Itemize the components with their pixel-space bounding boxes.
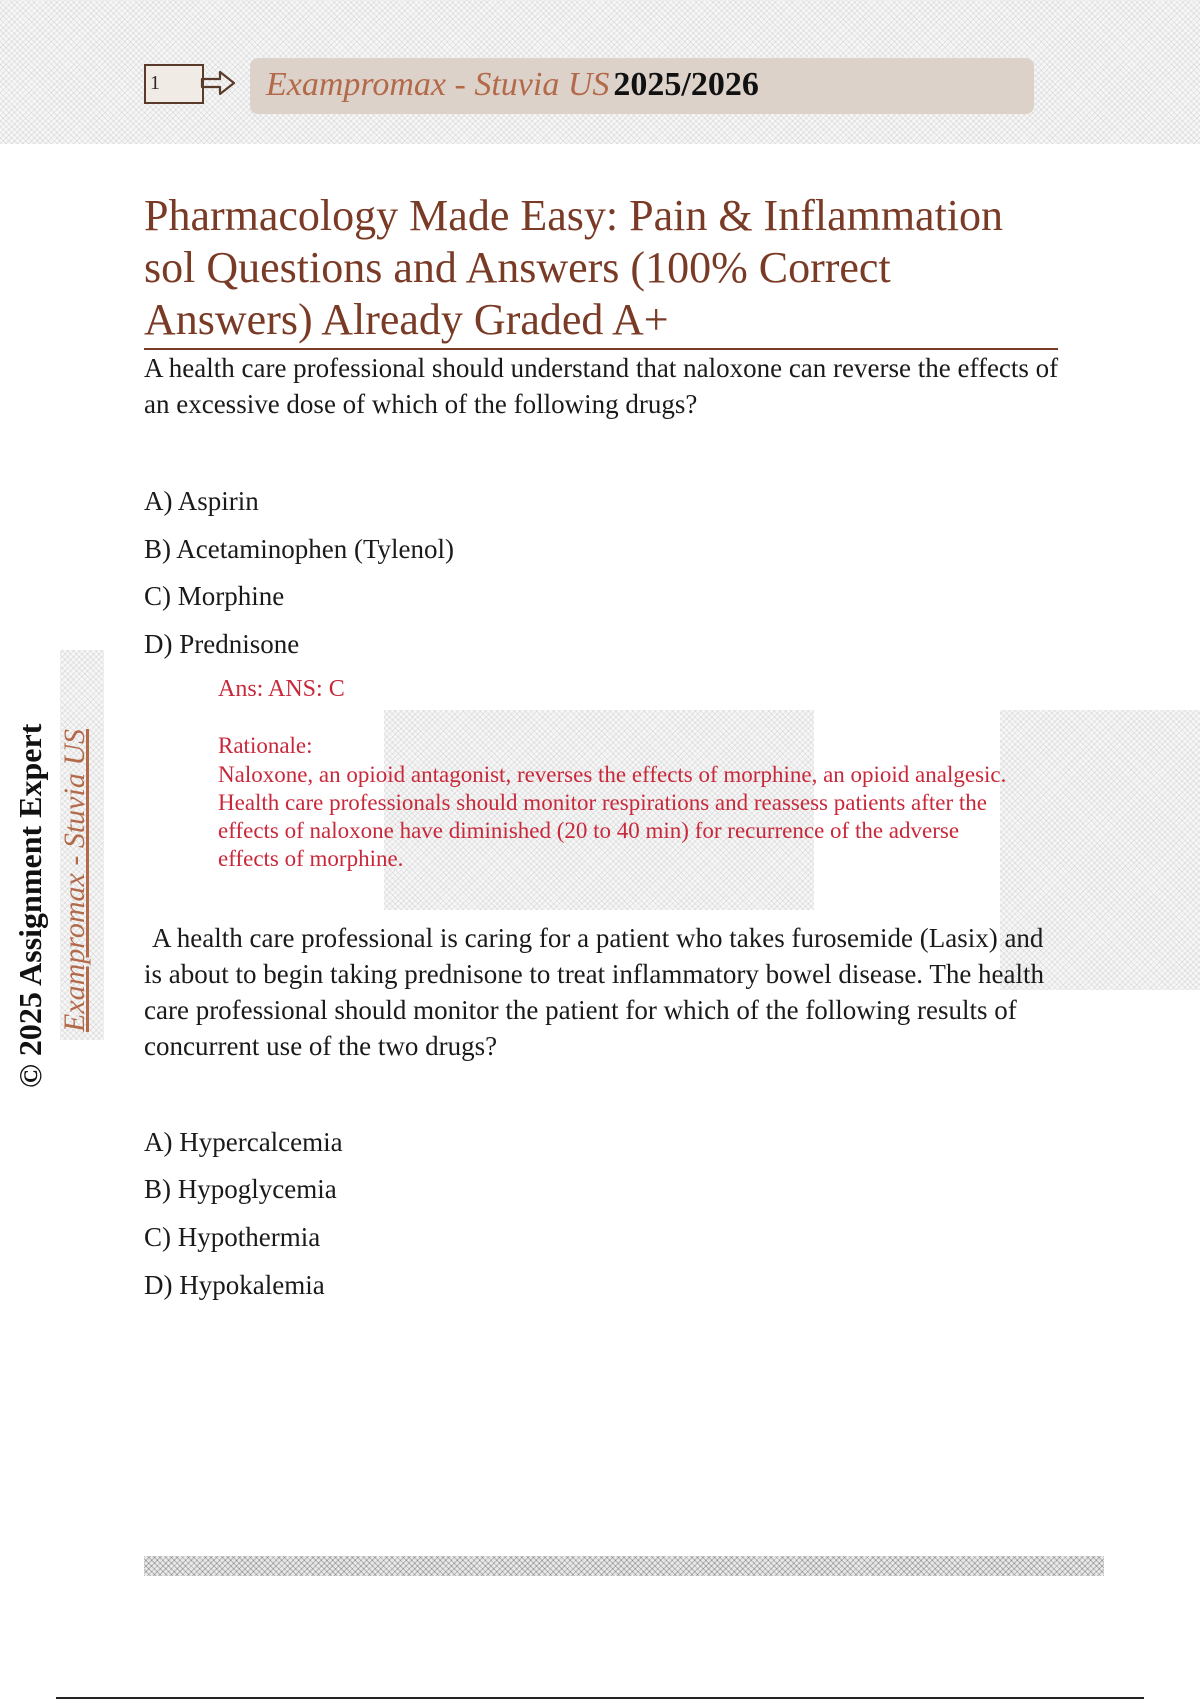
sidebar-copyright: © 2025 Assignment Expert [12,723,48,1088]
header-year: 2025/2026 [613,66,759,103]
answer-key: Ans: ANS: C [218,676,345,702]
option-a: A) Aspirin [144,486,259,516]
footer-pattern-strip [144,1556,1104,1576]
header-source [266,66,759,104]
document-title: Pharmacology Made Easy: Pain & Inflammation sol Questions and Answers (100% Correct Answers) Already Graded A+ [144,190,1058,350]
page-number: 1 [150,72,160,94]
page-number-box [144,64,204,104]
option-c: C) Morphine [144,581,285,611]
rationale-text: Naloxone, an opioid antagonist, reverses the effects of morphine, an opioid analgesic. Health care professionals should monitor respirations and reassess patients after the effects of naloxone have diminished (20 to 40 min) for recurrence of the adverse effects of morphine. [218,762,1007,871]
option-d: D) Prednisone [144,629,300,659]
header-source-text: Exampromax - Stuvia US [266,66,610,103]
header-banner [250,58,1034,114]
option-b: B) Hypoglycemia [144,1174,337,1204]
rationale-label: Rationale: [218,733,313,758]
arrow-right-icon [200,68,236,98]
sidebar-source: Exampromax - Stuvia US [58,729,91,1032]
option-b: B) Acetaminophen (Tylenol) [144,534,455,564]
option-c: C) Hypothermia [144,1222,321,1252]
option-d: D) Hypokalemia [144,1270,325,1300]
question-stem: A health care professional should understand that naloxone can reverse the effects of an excessive dose of which of the following drugs? [144,353,1059,419]
question-stem: A health care professional is caring for a patient who takes furosemide (Lasix) and is about to begin taking prednisone to treat inflammatory bowel disease. The health care professional should monitor the patient for which of the following results of concurrent use of the two drugs? [144,923,1045,1061]
option-a: A) Hypercalcemia [144,1127,343,1157]
footer-divider [56,1697,1144,1699]
